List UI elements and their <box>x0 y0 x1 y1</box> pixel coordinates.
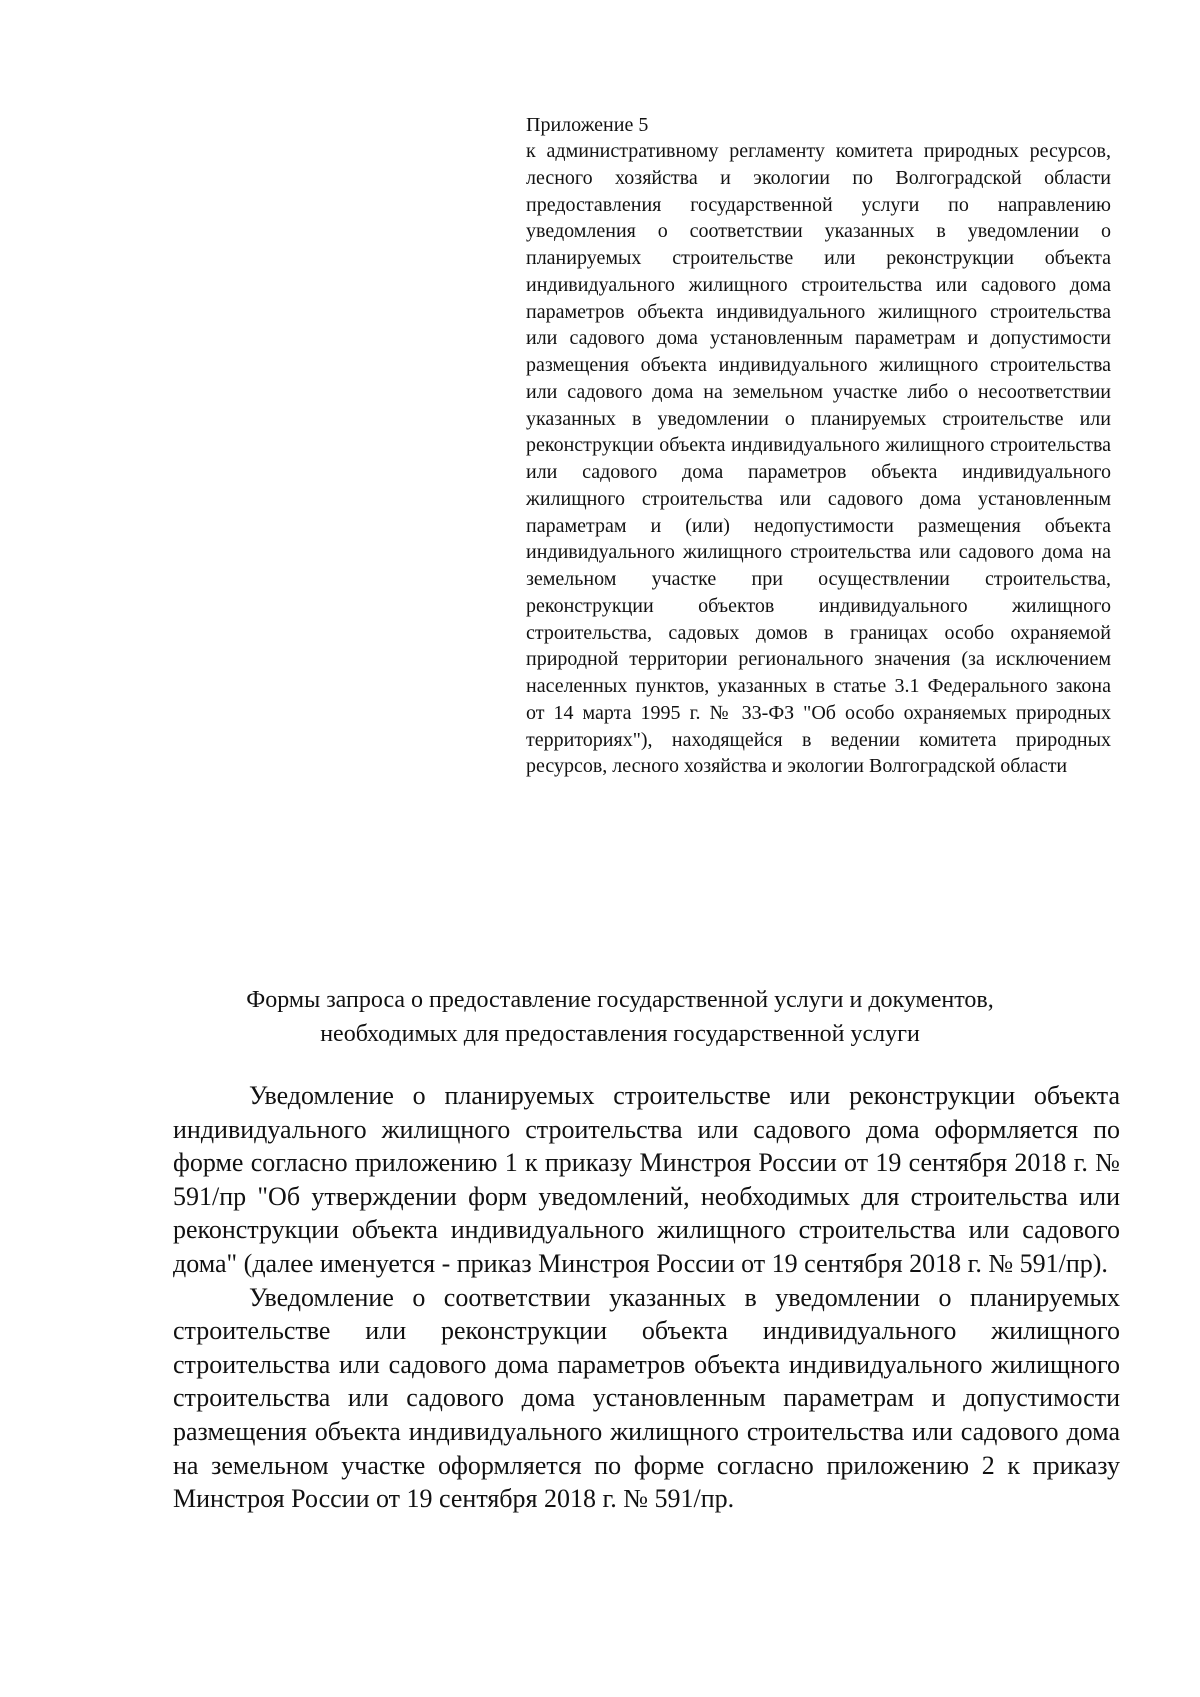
appendix-heading: Приложение 5 <box>526 114 649 136</box>
forms-title <box>150 983 1090 1051</box>
body-text <box>173 1079 1120 1516</box>
body-paragraph-2: Уведомление о соответствии указанных в уведомлении о планируемых строительстве или реконструкции объекта индивидуального жилищного строительства или садового дома параметров объекта индивидуального жилищного строительства или садового дома установленным параметрам и допустимости размещения объекта индивидуального жилищного строительства или садового дома на земельном участке оформляется по форме согласно приложению 2 к приказу Минстроя России от 19 сентября 2018 г. № 591/пр. <box>173 1282 1120 1514</box>
forms-title-line-1: Формы запроса о предоставление государственной услуги и документов, <box>246 987 994 1013</box>
body-paragraph-1: Уведомление о планируемых строительстве или реконструкции объекта индивидуального жилищного строительства или садового дома оформляется по форме согласно приложению 1 к приказу Минстроя России от 19 сентября 2018 г. № 591/пр "Об утверждении форм уведомлений, необходимых для строительства или реконструкции объекта индивидуального жилищного строительства или садового дома" (далее именуется - приказ Минстроя России от 19 сентября 2018 г. № 591/пр). <box>173 1081 1120 1278</box>
appendix-block <box>526 112 1111 780</box>
forms-title-line-2: необходимых для предоставления государственной услуги <box>320 1021 920 1047</box>
appendix-text: к административному регламенту комитета природных ресурсов, лесного хозяйства и экологии по Волгоградской области предоставления государственной услуги по направлению уведомления о соответствии указанных в уведомлении о планируемых строительстве или реконструкции объекта индивидуального жилищного строительства или садового дома параметров объекта индивидуального жилищного строительства или садового дома установленным параметрам и допустимости размещения объекта индивидуального жилищного строительства или садового дома на земельном участке либо о несоответствии указанных в уведомлении о планируемых строительстве или реконструкции объекта индивидуального жилищного строительства или садового дома параметров объекта индивидуального жилищного строительства или садового дома установленным параметрам и (или) недопустимости размещения объекта индивидуального жилищного строительства или садового дома на земельном участке при осуществлении строительства, реконструкции объектов индивидуального жилищного строительства, садовых домов в границах особо охраняемой природной территории регионального значения (за исключением населенных пунктов, указанных в статье 3.1 Федерального закона от 14 марта 1995 г. № 33-ФЗ "Об особо охраняемых природных территориях"), находящейся в ведении комитета природных ресурсов, лесного хозяйства и экологии Волгоградской области <box>526 140 1111 778</box>
